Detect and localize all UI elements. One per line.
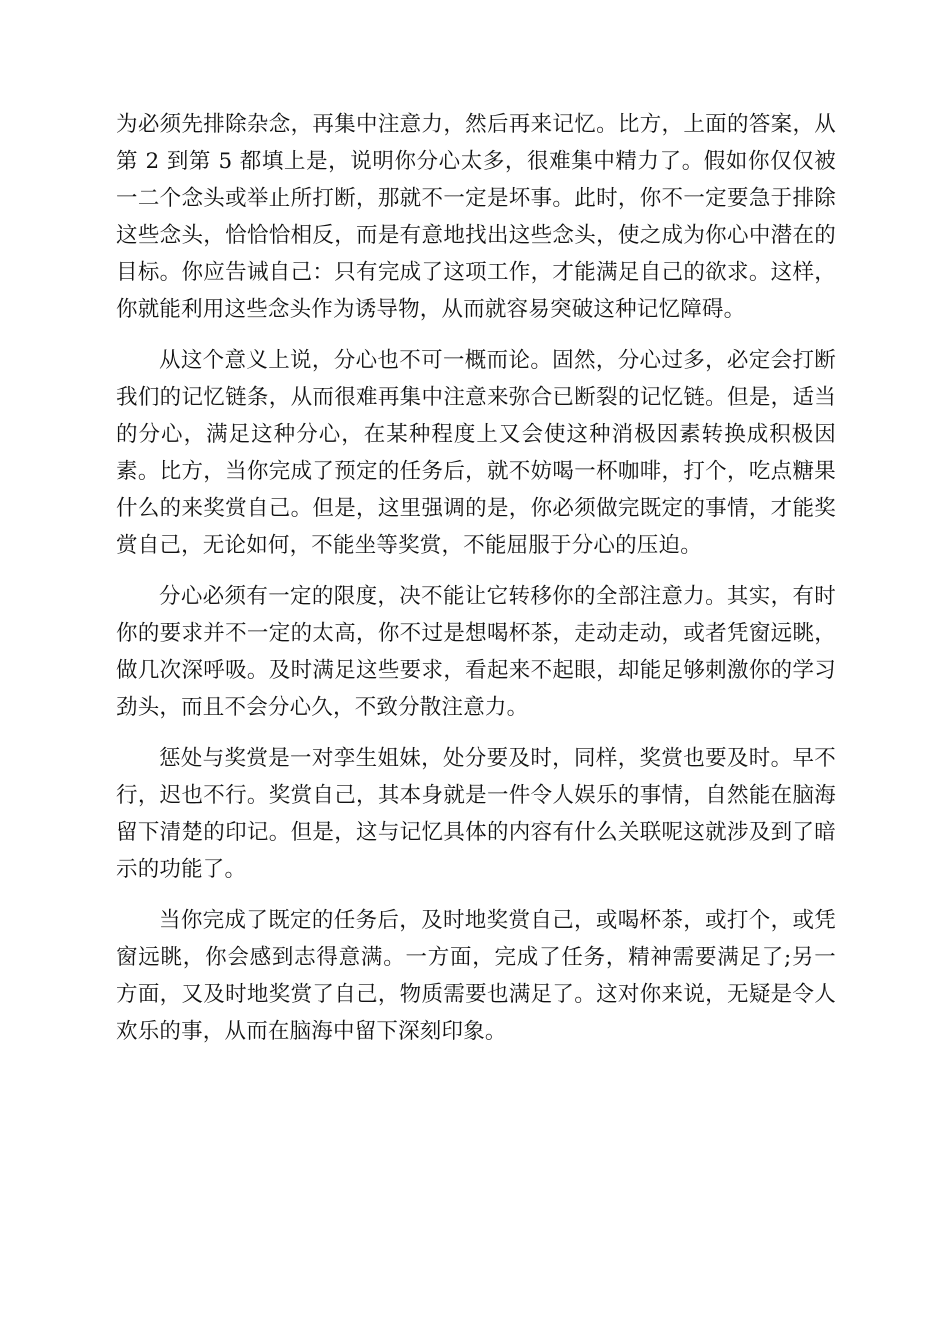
paragraph-2: 从这个意义上说，分心也不可一概而论。固然，分心过多，必定会打断我们的记忆链条，从而很难再集中注意来弥合已断裂的记忆链。但是，适当的分心，满足这种分心，在某种程度上又会使这种消极因素转换成积极因素。比方，当你完成了预定的任务后，就不妨喝一杯咖啡，打个，吃点糖果什么的来奖赏自己。但是，这里强调的是，你必须做完既定的事情，才能奖赏自己，无论如何，不能坐等奖赏，不能屈服于分心的压迫。 [116,348,836,558]
paragraph-1: 为必须先排除杂念，再集中注意力，然后再来记忆。比方，上面的答案，从第 2 到第 5 都填上是，说明你分心太多，很难集中精力了。假如你仅仅被一二个念头或举止所打断，那就不一定是坏事。此时，你不一定要急于排除这些念头，恰恰恰相反，而是有意地找出这些念头，使之成为你心中潜在的目标。你应告诫自己：只有完成了这项工作，才能满足自己的欲求。这样，你就能利用这些念头作为诱导物，从而就容易突破这种记忆障碍。 [116,112,836,322]
document-body [116,106,836,1064]
paragraph-4: 惩处与奖赏是一对孪生姐妹，处分要及时，同样，奖赏也要及时。早不行，迟也不行。奖赏自己，其本身就是一件令人娱乐的事情，自然能在脑海留下清楚的印记。但是，这与记忆具体的内容有什么关联呢这就涉及到了暗示的功能了。 [116,746,836,882]
paragraph-5: 当你完成了既定的任务后，及时地奖赏自己，或喝杯茶，或打个，或凭窗远眺，你会感到志得意满。一方面，完成了任务，精神需要满足了;另一方面，又及时地奖赏了自己，物质需要也满足了。这对你来说，无疑是令人欢乐的事，从而在脑海中留下深刻印象。 [116,908,836,1044]
paragraph-3: 分心必须有一定的限度，决不能让它转移你的全部注意力。其实，有时你的要求并不一定的太高，你不过是想喝杯茶，走动走动，或者凭窗远眺，做几次深呼吸。及时满足这些要求，看起来不起眼，却能足够刺激你的学习劲头，而且不会分心久，不致分散注意力。 [116,584,836,720]
